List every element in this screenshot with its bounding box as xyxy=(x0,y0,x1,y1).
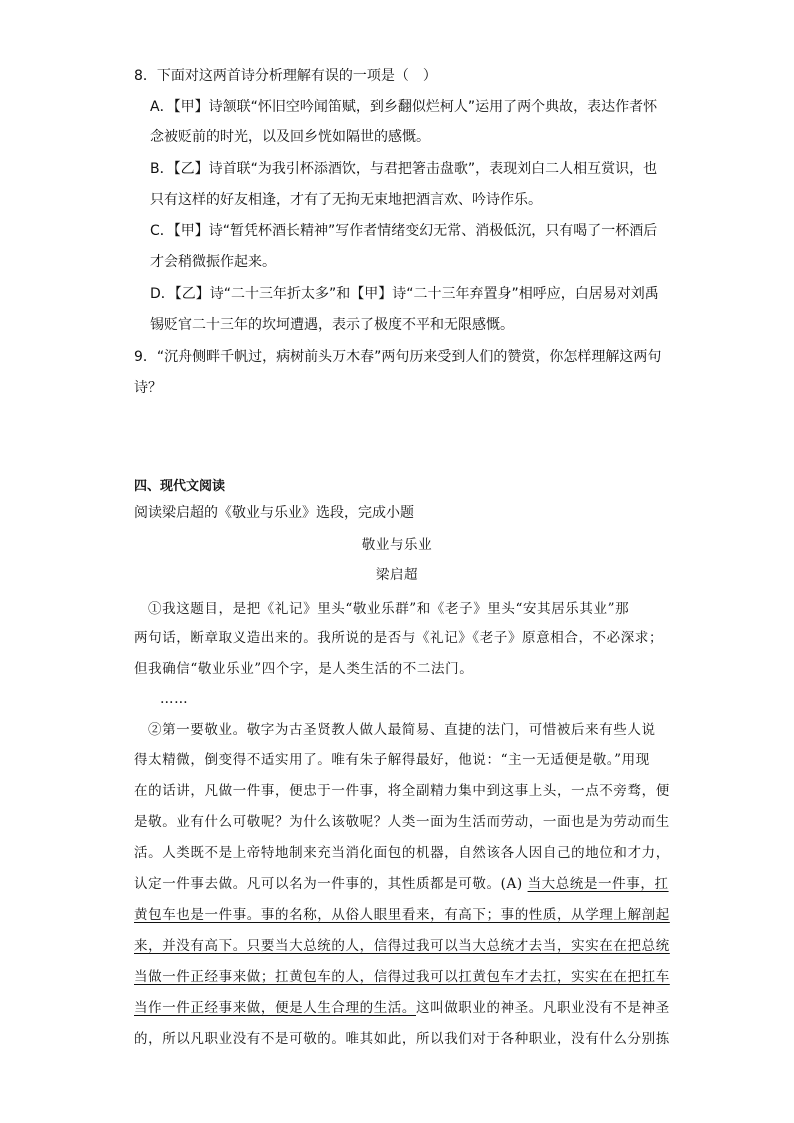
question-8-stem: 8．下面对这两首诗分析理解有误的一项是（ ） xyxy=(134,68,437,84)
section-heading: 四、现代文阅读 xyxy=(134,479,226,494)
paragraph-2-line-10-plain: 这叫做职业的神圣。凡职业没有不是神圣 xyxy=(416,1000,670,1016)
option-d-line-1: D．【乙】诗“二十三年折太多”和【甲】诗“二十三年弃置身”相呼应，白居易对刘禹 xyxy=(150,286,659,302)
question-9-line-1: 9．“沉舟侧畔千帆过，病树前头万木春”两句历来受到人们的赞赏，你怎样理解这两句 xyxy=(134,349,662,365)
paragraph-2-line-2: 得太精微，倒变得不适实用了。唯有朱子解得最好，他说：“主一无适便是敬。”用现 xyxy=(134,752,650,768)
underlined-passage-a-start: 当大总统是一件事，扛 xyxy=(527,876,669,892)
ellipsis: …… xyxy=(160,691,189,707)
article-title: 敬业与乐业 xyxy=(361,537,433,553)
paragraph-2-line-6 xyxy=(134,874,669,894)
option-c-line-1: C．【甲】诗“暂凭杯酒长精神”写作者情绪变幻无常、消极低沉，只有喝了一杯酒后 xyxy=(150,223,658,239)
option-b-line-2: 只有这样的好友相逢，才有了无拘无束地把酒言欢、吟诗作乐。 xyxy=(150,192,542,208)
option-c-line-2: 才会稍微振作起来。 xyxy=(150,254,276,270)
paragraph-2-line-6-plain: 认定一件事去做。凡可以名为一件事的，其性质都是可敬。(A) xyxy=(134,876,528,892)
underlined-passage-a-end: 当作一件正经事来做，便是人生合理的生活。 xyxy=(134,1000,416,1016)
article-author: 梁启超 xyxy=(375,567,419,583)
paragraph-2-line-3: 在的话讲，凡做一件事，便忠于一件事，将全副精力集中到这事上头，一点不旁骛，便 xyxy=(134,783,670,799)
paragraph-2-line-9: 当做一件正经事来做；扛黄包车的人，信得过我可以扛黄包车才去扛，实实在在把扛车 xyxy=(134,969,670,985)
section-instruction: 阅读梁启超的《敬业与乐业》选段，完成小题 xyxy=(134,505,414,521)
option-a-line-2: 念被贬前的时光，以及回乡恍如隔世的感慨。 xyxy=(150,129,430,145)
paragraph-2-line-5: 活。人类既不是上帝特地制来充当消化面包的机器，自然该各人因自己的地位和才力， xyxy=(134,845,670,861)
paragraph-1-line-1: ①我这题目，是把《礼记》里头“敬业乐群”和《老子》里头“安其居乐其业”那 xyxy=(148,601,630,617)
paragraph-2-line-7: 黄包车也是一件事。事的名称，从俗人眼里看来，有高下；事的性质，从学理上解剖起 xyxy=(134,907,670,923)
paragraph-2-line-10 xyxy=(134,998,670,1018)
paragraph-1-line-3: 但我确信“敬业乐业”四个字，是人类生活的不二法门。 xyxy=(134,661,474,677)
paragraph-1-line-2: 两句话，断章取义造出来的。我所说的是否与《礼记》《老子》原意相合，不必深求； xyxy=(134,630,664,646)
option-d-line-2: 锡贬官二十三年的坎坷遭遇，表示了极度不平和无限感慨。 xyxy=(150,317,514,333)
option-a-line-1: A．【甲】诗颔联“怀旧空吟闻笛赋，到乡翻似烂柯人”运用了两个典故，表达作者怀 xyxy=(150,99,658,115)
question-9-line-2: 诗？ xyxy=(134,380,162,396)
option-b-line-1: B．【乙】诗首联“为我引杯添酒饮，与君把箸击盘歌”，表现刘白二人相互赏识，也 xyxy=(150,161,658,177)
paragraph-2-line-1: ②第一要敬业。敬字为古圣贤教人做人最简易、直捷的法门，可惜被后来有些人说 xyxy=(148,722,656,738)
paragraph-2-line-8: 来，并没有高下。只要当大总统的人，信得过我可以当大总统才去当，实实在在把总统 xyxy=(134,938,670,954)
paragraph-2-line-4: 是敬。业有什么可敬呢？为什么该敬呢？人类一面为生活而劳动，一面也是为劳动而生 xyxy=(134,814,670,830)
paragraph-2-line-11: 的，所以凡职业没有不是可敬的。唯其如此，所以我们对于各种职业，没有什么分别拣 xyxy=(134,1031,670,1047)
